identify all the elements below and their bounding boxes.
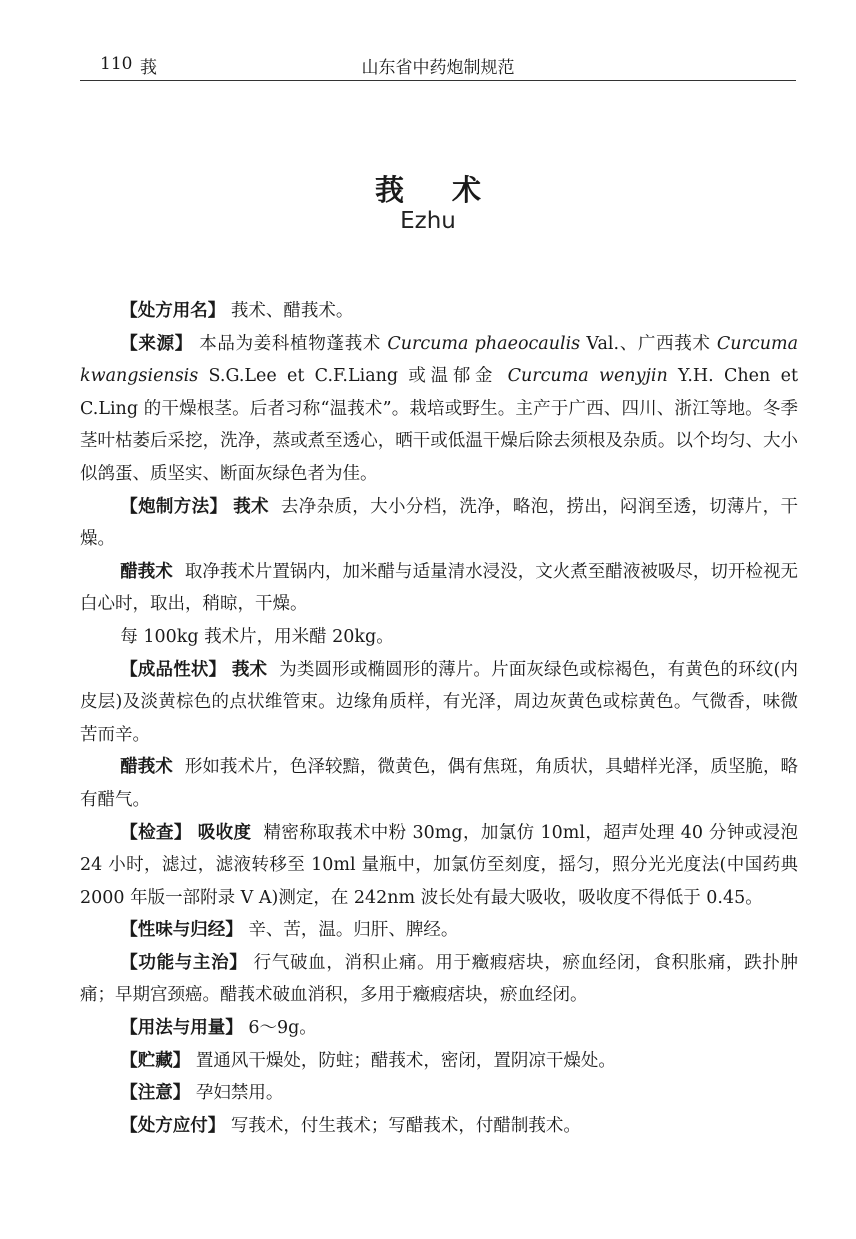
- page-number: 110: [100, 54, 133, 74]
- section-label: 【处方应付】: [120, 1115, 226, 1136]
- section-text: 孕妇禁用。: [195, 1083, 284, 1104]
- section-label: 【贮藏】: [120, 1050, 191, 1071]
- dosage-section: [80, 1012, 798, 1045]
- characteristics-vinegar: [80, 751, 798, 816]
- processing-ratio: 每 100kg 莪术片，用米醋 20kg。: [120, 626, 394, 647]
- processing-vinegar: [80, 556, 798, 621]
- characteristics-section: [80, 654, 798, 752]
- section-label: 【功能与主治】: [120, 952, 248, 973]
- inspection-section: [80, 817, 798, 915]
- section-text: 取净莪术片置锅内，加米醋与适量清水浸没，文火煮至醋液被吸尽，切开检视无白心时，取出，稍晾，干燥。: [80, 561, 798, 615]
- section-text: 为类圆形或椭圆形的薄片。片面灰绿色或棕褐色，有黄色的环纹(内皮层)及淡黄棕色的点状维管束。边缘角质样，有光泽，周边灰黄色或棕黄色。气微香，味微苦而辛。: [80, 659, 799, 745]
- section-text: 精密称取莪术中粉 30mg，加氯仿 10ml，超声处理 40 分钟或浸泡 24 小时，滤过，滤液转移至 10ml 量瓶中，加氯仿至刻度，摇匀，照分光光度法(中国药典 2000 年版一部附录 V A)测定，在 242nm 波长处有最大吸收，吸收度不得低于 0.45。: [80, 822, 798, 908]
- subsection-label: 莪术: [231, 659, 268, 680]
- section-text: 6～9g。: [248, 1018, 317, 1039]
- section-text: 形如莪术片，色泽较黯，微黄色，偶有焦斑，角质状，具蜡样光泽，质坚脆，略有醋气。: [80, 757, 798, 810]
- section-text: Val.、广西莪术: [580, 333, 717, 354]
- section-label: 【处方用名】: [120, 301, 226, 321]
- section-text: 本品为姜科植物蓬莪术: [199, 333, 388, 354]
- function-section: [80, 947, 798, 1012]
- section-text: S.G.Lee et C.F.Liang 或温郁金: [198, 366, 508, 387]
- section-label: 【性味与归经】: [120, 920, 243, 941]
- source-section: [80, 328, 798, 491]
- latin-name: Curcuma kwangsiensis: [80, 333, 799, 387]
- running-head-char: 莪: [140, 58, 157, 78]
- section-text: 写莪术，付生莪术；写醋莪术，付醋制莪术。: [230, 1115, 581, 1136]
- section-text: 辛、苦，温。归肝、脾经。: [248, 920, 459, 941]
- section-label: 【成品性状】: [120, 659, 227, 680]
- subsection-label: 吸收度: [197, 822, 252, 843]
- book-title: 山东省中药炮制规范: [361, 58, 515, 78]
- entry-title: 莪术: [374, 173, 529, 207]
- section-text: 行气破血，消积止痛。用于癥瘕痞块，瘀血经闭，食积胀痛，跌扑肿痛；早期宫颈癌。醋莪术破血消积，多用于癥瘕痞块，瘀血经闭。: [80, 952, 798, 1006]
- section-label: 【来源】: [120, 333, 193, 354]
- section-label: 【用法与用量】: [120, 1018, 243, 1039]
- processing-section: [80, 491, 798, 556]
- entry-pinyin: Ezhu: [400, 208, 456, 234]
- subsection-label: 醋莪术: [120, 561, 173, 582]
- section-label: 【注意】: [120, 1083, 191, 1104]
- prescription-names-section: [80, 295, 798, 328]
- caution-section: [80, 1077, 798, 1110]
- latin-name: Curcuma wenyjin: [507, 366, 668, 387]
- section-label: 【检查】: [120, 822, 192, 843]
- section-text: 莪术、醋莪术。: [230, 301, 354, 321]
- subsection-label: 醋莪术: [120, 757, 173, 778]
- dispensing-section: [80, 1110, 798, 1143]
- section-text: 去净杂质，大小分档，洗净，略泡，捞出，闷润至透，切薄片，干燥。: [80, 496, 798, 550]
- section-text: 置通风干燥处，防蛀；醋莪术，密闭，置阴凉干燥处。: [195, 1050, 616, 1071]
- header-rule: [80, 80, 796, 81]
- section-label: 【炮制方法】: [120, 496, 228, 517]
- page-header: [80, 50, 796, 78]
- storage-section: [80, 1045, 798, 1078]
- subsection-label: 莪术: [233, 496, 269, 517]
- entry-body: [80, 295, 798, 1142]
- latin-name: Curcuma phaeocaulis: [387, 333, 581, 354]
- section-text: Y.H. Chen et C.Ling 的干燥根茎。后者习称“温莪术”。栽培或野生。主产于广西、四川、浙江等地。冬季茎叶枯萎后采挖，洗净，蒸或煮至透心，晒干或低温干燥后除去须根及杂质。以个均匀、大小似鸽蛋、质坚实、断面灰绿色者为佳。: [80, 366, 798, 484]
- nature-section: [80, 914, 798, 947]
